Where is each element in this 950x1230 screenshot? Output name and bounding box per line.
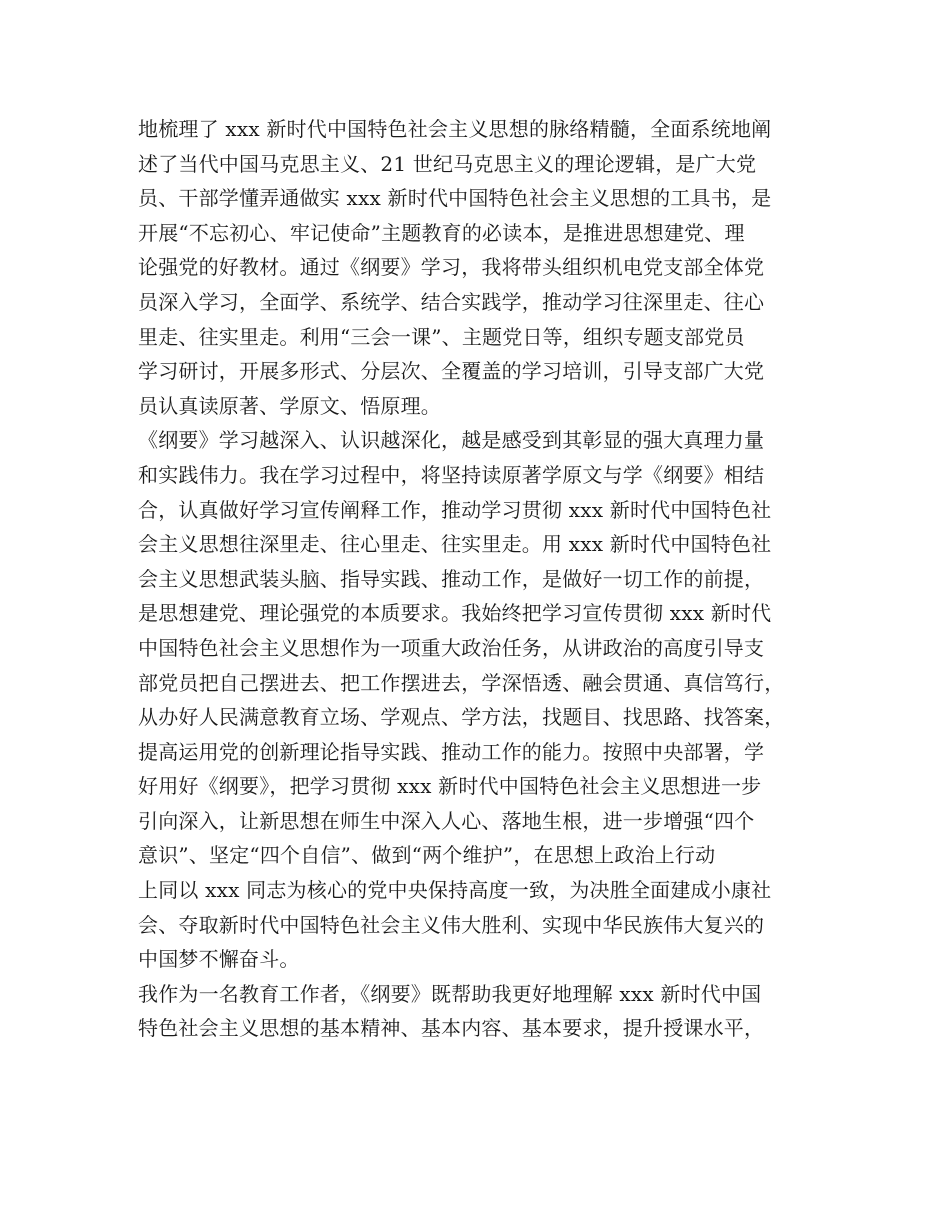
text-line: 会主义思想武装头脑、指导实践、推动工作，是做好一切工作的前提， (138, 566, 765, 591)
text-line: 员深入学习，全面学、系统学、结合实践学，推动学习往深里走、往心 (138, 289, 765, 314)
text-line: 好用好《纲要》，把学习贯彻 xxx 新时代中国特色社会主义思想进一步 (138, 774, 762, 799)
text-line: 开展“不忘初心、牢记使命”主题教育的必读本，是推进思想建党、理 (138, 220, 745, 245)
text-line: 提高运用党的创新理论指导实践、推动工作的能力。按照中央部署，学 (138, 739, 765, 764)
text-line: 引向深入，让新思想在师生中深入人心、落地生根，进一步增强“四个 (138, 808, 755, 833)
text-line: 学习研讨，开展多形式、分层次、全覆盖的学习培训，引导支部广大党 (138, 359, 765, 384)
text-line: 里走、往实里走。利用“三会一课”、主题党日等，组织专题支部党员 (138, 324, 745, 349)
text-line: 是思想建党、理论强党的本质要求。我始终把学习宣传贯彻 xxx 新时代 (138, 601, 772, 626)
text-line: 员、干部学懂弄通做实 xxx 新时代中国特色社会主义思想的工具书，是 (138, 186, 772, 211)
text-line: 特色社会主义思想的基本精神、基本内容、基本要求，提升授课水平， (138, 1016, 765, 1041)
text-line: 从办好人民满意教育立场、学观点、学方法，找题目、找思路、找答案， (138, 705, 785, 730)
text-line: 上同以 xxx 同志为核心的党中央保持高度一致，为决胜全面建成小康社 (138, 878, 772, 903)
text-line: 意识”、坚定“四个自信”、做到“两个维护”，在思想上政治上行动 (138, 843, 716, 868)
text-line: 会主义思想往深里走、往心里走、往实里走。用 xxx 新时代中国特色社 (138, 532, 772, 557)
text-line: 部党员把自己摆进去、把工作摆进去，学深悟透、融会贯通、真信笃行， (138, 670, 785, 695)
document-body (138, 112, 828, 1046)
text-line: 《纲要》学习越深入、认识越深化，越是感受到其彰显的强大真理力量 (138, 428, 765, 453)
text-line: 会、夺取新时代中国特色社会主义伟大胜利、实现中华民族伟大复兴的 (138, 912, 765, 937)
text-line: 员认真读原著、学原文、悟原理。 (138, 393, 441, 418)
text-line: 中国特色社会主义思想作为一项重大政治任务，从讲政治的高度引导支 (138, 635, 765, 660)
text-line: 和实践伟力。我在学习过程中，将坚持读原著学原文与学《纲要》相结 (138, 462, 765, 487)
text-line: 述了当代中国马克思主义、21 世纪马克思主义的理论逻辑，是广大党 (138, 151, 757, 176)
text-line: 合，认真做好学习宣传阐释工作，推动学习贯彻 xxx 新时代中国特色社 (138, 497, 772, 522)
text-line: 中国梦不懈奋斗。 (138, 947, 300, 972)
text-line: 地梳理了 xxx 新时代中国特色社会主义思想的脉络精髓，全面系统地阐 (138, 117, 772, 141)
text-line: 我作为一名教育工作者，《纲要》既帮助我更好地理解 xxx 新时代中国 (138, 981, 762, 1006)
text-line: 论强党的好教材。通过《纲要》学习，我将带头组织机电党支部全体党 (138, 255, 765, 280)
